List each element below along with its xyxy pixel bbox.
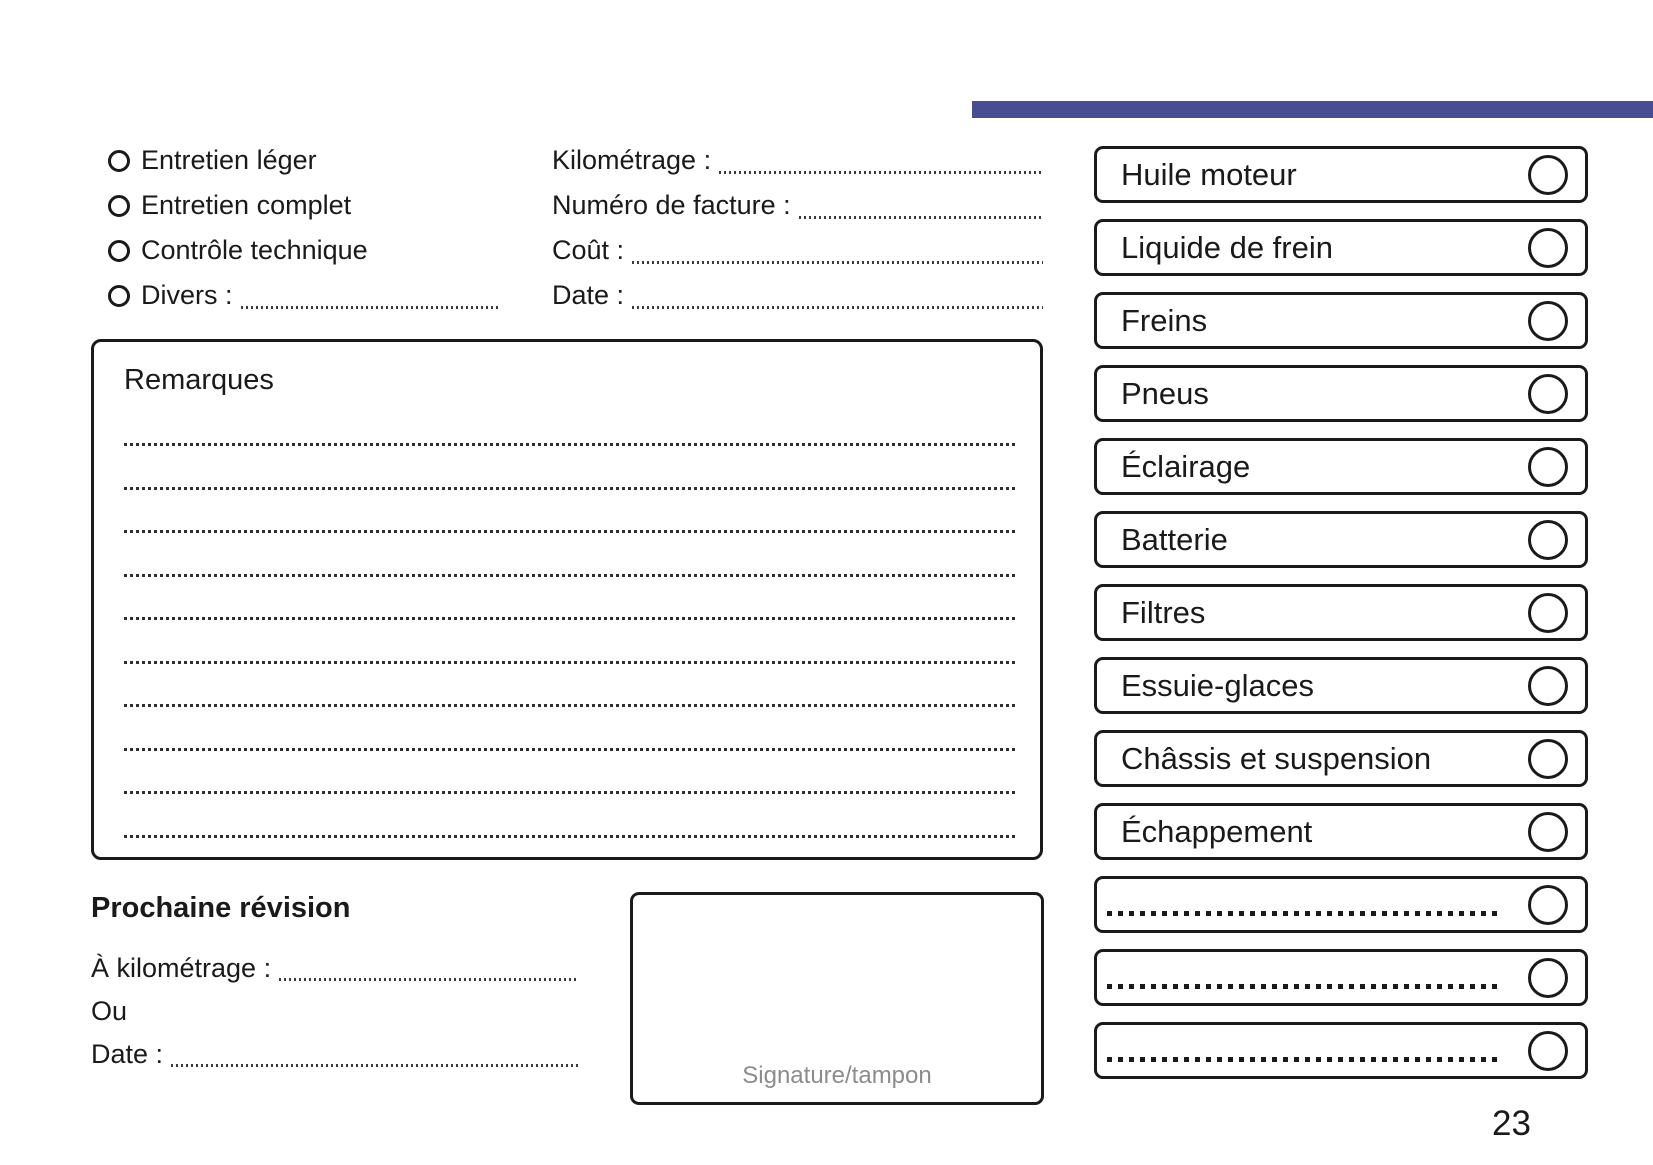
service-detail-fields — [552, 138, 1043, 318]
next-date-write-line[interactable] — [171, 1064, 578, 1067]
checklist-item-label: Huile moteur — [1121, 156, 1297, 192]
checkbox-circle[interactable] — [1528, 374, 1568, 414]
date-write-line[interactable] — [632, 306, 1043, 309]
checklist-item — [1094, 438, 1588, 495]
signature-box[interactable] — [630, 892, 1044, 1105]
field-row — [552, 138, 1043, 183]
field-row — [552, 228, 1043, 273]
remarks-write-line[interactable] — [124, 487, 1017, 490]
checklist-item — [1094, 219, 1588, 276]
checklist-item-blank — [1094, 876, 1588, 933]
checkbox-circle[interactable] — [1528, 958, 1568, 998]
service-type-option — [108, 183, 500, 228]
ou-label: Ou — [91, 996, 128, 1026]
service-type-option — [108, 228, 500, 273]
checkbox-circle[interactable] — [1528, 447, 1568, 487]
radio-controle-technique[interactable] — [108, 240, 130, 262]
next-date-label: Date : — [91, 1039, 164, 1069]
field-row — [552, 273, 1043, 318]
remarks-write-line[interactable] — [124, 574, 1017, 577]
checklist-write-line[interactable] — [1107, 1057, 1502, 1062]
page-number: 23 — [1492, 1104, 1531, 1143]
checklist-item — [1094, 730, 1588, 787]
checklist-item — [1094, 657, 1588, 714]
radio-entretien-complet[interactable] — [108, 195, 130, 217]
checklist-item — [1094, 511, 1588, 568]
kilometrage-write-line[interactable] — [719, 171, 1043, 174]
remarks-lines — [124, 443, 1017, 838]
checklist-item-label: Batterie — [1121, 521, 1228, 557]
next-revision-section — [91, 893, 578, 1076]
remarks-write-line[interactable] — [124, 835, 1017, 838]
kilometrage-label: Kilométrage : — [552, 145, 712, 175]
cout-write-line[interactable] — [632, 261, 1043, 264]
checkbox-circle[interactable] — [1528, 593, 1568, 633]
service-type-label: Divers : — [141, 280, 233, 310]
remarks-write-line[interactable] — [124, 748, 1017, 751]
field-row — [91, 990, 578, 1033]
inspection-checklist — [1094, 146, 1588, 1095]
checklist-item-label: Éclairage — [1121, 448, 1251, 484]
service-type-list — [108, 138, 500, 318]
field-row — [552, 183, 1043, 228]
service-type-option — [108, 273, 500, 318]
remarks-write-line[interactable] — [124, 443, 1017, 446]
date-label: Date : — [552, 280, 625, 310]
checklist-item — [1094, 365, 1588, 422]
signature-label: Signature/tampon — [742, 1062, 932, 1089]
service-type-label: Entretien complet — [141, 190, 352, 220]
checklist-item — [1094, 584, 1588, 641]
field-row — [91, 1033, 578, 1076]
remarks-write-line[interactable] — [124, 704, 1017, 707]
next-revision-title: Prochaine révision — [91, 892, 351, 924]
remarks-write-line[interactable] — [124, 530, 1017, 533]
checkbox-circle[interactable] — [1528, 885, 1568, 925]
remarks-write-line[interactable] — [124, 617, 1017, 620]
service-type-option — [108, 138, 500, 183]
service-type-label: Entretien léger — [141, 145, 317, 175]
divers-write-line[interactable] — [241, 306, 500, 309]
a-kilometrage-write-line[interactable] — [279, 978, 578, 981]
numero-facture-label: Numéro de facture : — [552, 190, 791, 220]
checklist-write-line[interactable] — [1107, 911, 1502, 916]
remarks-write-line[interactable] — [124, 661, 1017, 664]
checklist-write-line[interactable] — [1107, 984, 1502, 989]
checklist-item — [1094, 146, 1588, 203]
checkbox-circle[interactable] — [1528, 228, 1568, 268]
checklist-item-blank — [1094, 949, 1588, 1006]
numero-facture-write-line[interactable] — [799, 216, 1043, 219]
checklist-item — [1094, 292, 1588, 349]
radio-divers[interactable] — [108, 285, 130, 307]
checkbox-circle[interactable] — [1528, 666, 1568, 706]
checklist-item-blank — [1094, 1022, 1588, 1079]
checkbox-circle[interactable] — [1528, 739, 1568, 779]
checkbox-circle[interactable] — [1528, 301, 1568, 341]
header-accent-bar — [972, 101, 1653, 118]
checklist-item-label: Essuie-glaces — [1121, 667, 1314, 703]
checklist-item-label: Échappement — [1121, 813, 1313, 849]
checklist-item-label: Pneus — [1121, 375, 1209, 411]
checkbox-circle[interactable] — [1528, 812, 1568, 852]
remarks-box — [91, 339, 1043, 860]
checkbox-circle[interactable] — [1528, 155, 1568, 195]
cout-label: Coût : — [552, 235, 625, 265]
checklist-item-label: Châssis et suspension — [1121, 740, 1432, 776]
checklist-item-label: Filtres — [1121, 594, 1206, 630]
radio-entretien-leger[interactable] — [108, 150, 130, 172]
checklist-item — [1094, 803, 1588, 860]
remarks-title: Remarques — [124, 364, 274, 396]
service-type-label: Contrôle technique — [141, 235, 368, 265]
checkbox-circle[interactable] — [1528, 520, 1568, 560]
a-kilometrage-label: À kilométrage : — [91, 953, 272, 983]
checklist-item-label: Liquide de frein — [1121, 229, 1333, 265]
remarks-write-line[interactable] — [124, 791, 1017, 794]
checkbox-circle[interactable] — [1528, 1031, 1568, 1071]
field-row — [91, 947, 578, 990]
checklist-item-label: Freins — [1121, 302, 1208, 338]
